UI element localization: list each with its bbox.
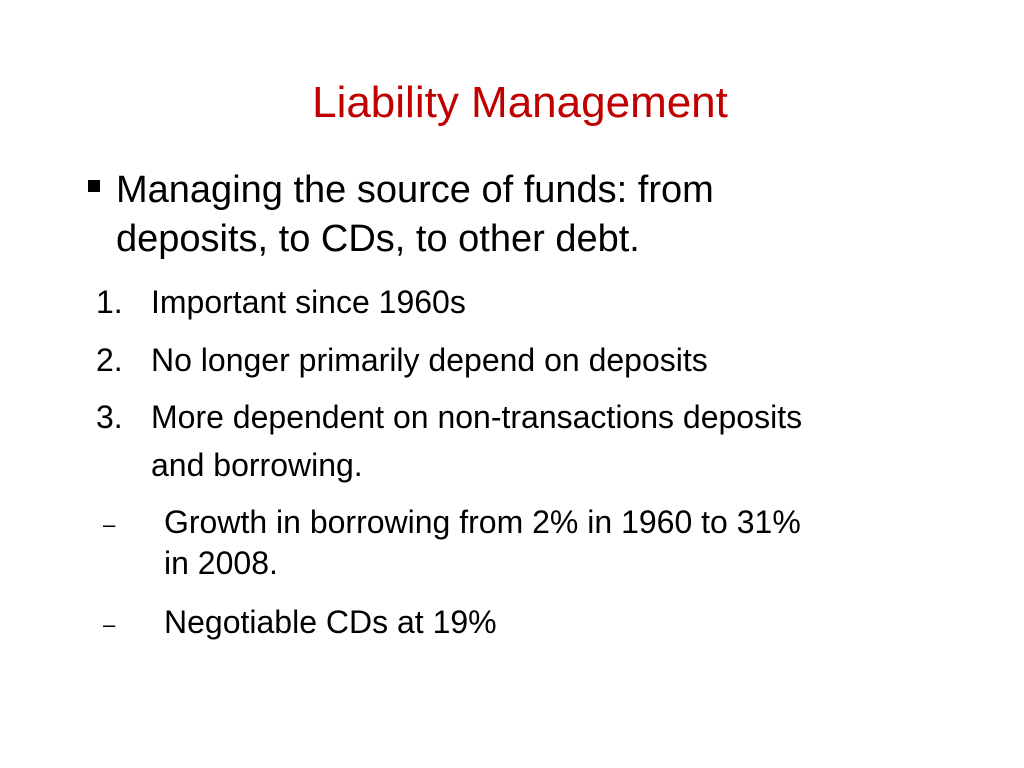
main-bullet bbox=[116, 166, 1016, 264]
slide-title: Liability Management bbox=[312, 78, 728, 127]
numbered-item-2-number: 2. bbox=[96, 342, 123, 378]
numbered-item-1-text: Important since 1960s bbox=[151, 284, 466, 320]
dash-bullet-icon: – bbox=[103, 512, 116, 537]
numbered-item-3-number: 3. bbox=[96, 399, 123, 435]
numbered-item-3-text-line-2: and borrowing. bbox=[151, 447, 363, 483]
square-bullet-icon bbox=[88, 180, 100, 192]
sub-bullet-1-text-line-1: Growth in borrowing from 2% in 1960 to 31% bbox=[164, 504, 801, 540]
dash-bullet-icon: – bbox=[103, 612, 116, 637]
numbered-item-1-number: 1. bbox=[96, 284, 123, 320]
sub-bullet-1-text-line-2: in 2008. bbox=[164, 545, 278, 581]
numbered-item-2-text: No longer primarily depend on deposits bbox=[151, 342, 708, 378]
sub-bullet-2-text: Negotiable CDs at 19% bbox=[164, 604, 497, 640]
main-bullet-line-2: deposits, to CDs, to other debt. bbox=[116, 218, 640, 260]
numbered-item-3-text-line-1: More dependent on non-transactions deposits bbox=[151, 399, 803, 435]
main-bullet-line-1: Managing the source of funds: from bbox=[116, 169, 714, 211]
